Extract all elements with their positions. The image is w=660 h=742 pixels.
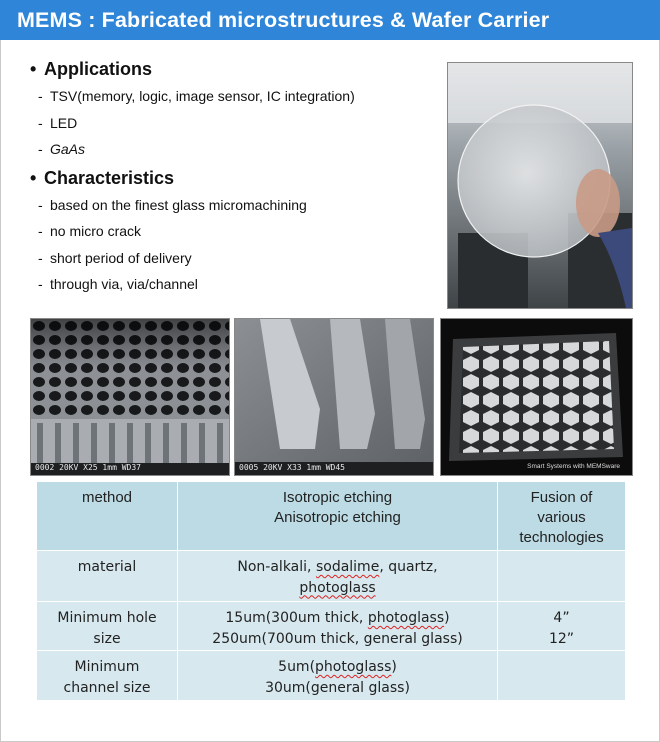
sem-channel-image [234, 318, 434, 476]
carrier-caption: Smart Systems with MEMSware [527, 463, 620, 470]
slide-title: MEMS : Fabricated microstructures & Wafer Carrier [17, 8, 550, 32]
dash-icon: - [38, 196, 43, 213]
row-label-hole-size: Minimum hole size [37, 602, 178, 651]
table-row [37, 602, 626, 651]
hole-size-value: 15um(300um thick, photoglass) 250um(700um thick, general glass) [178, 602, 498, 651]
sem-honeycomb-image [30, 318, 230, 476]
application-item: - TSV(memory, logic, image sensor, IC integration) [30, 83, 440, 110]
sem1-caption: 0002 20KV X25 1mm WD37 [35, 463, 141, 472]
characteristics-heading: • Characteristics [30, 165, 440, 192]
dash-icon: - [38, 114, 43, 131]
table-row [37, 651, 626, 701]
application-item: - GaAs [30, 136, 440, 163]
dash-icon: - [38, 223, 43, 239]
wafer-size-value: 4” 12” [498, 602, 626, 651]
spec-table [36, 481, 626, 701]
dash-icon: - [38, 276, 43, 292]
dash-icon: - [38, 249, 43, 266]
header-cell-fusion: Fusion of various technologies [498, 482, 626, 551]
bullet-icon: • [30, 59, 37, 79]
title-bar [0, 0, 660, 40]
bullet-list [30, 56, 440, 298]
sem2-caption: 0005 20KV X33 1mm WD45 [239, 463, 345, 472]
material-value: Non-alkali, sodalime, quartz, photoglass [178, 551, 498, 602]
row-label-channel-size: Minimum channel size [37, 651, 178, 701]
header-cell-etching: Isotropic etching Anisotropic etching [178, 482, 498, 551]
applications-heading: • Applications [30, 56, 440, 83]
dash-icon: - [38, 141, 43, 157]
characteristic-item: - short period of delivery [30, 245, 440, 272]
material-extra [498, 551, 626, 602]
characteristic-item: - no micro crack [30, 218, 440, 245]
glass-carrier-image [440, 318, 633, 476]
channel-size-value: 5um(photoglass) 30um(general glass) [178, 651, 498, 701]
wafer-photo-image [448, 63, 632, 308]
wafer-photo [447, 62, 633, 309]
row-label-material: material [37, 551, 178, 602]
table-header-row [37, 482, 626, 551]
dash-icon: - [38, 88, 43, 104]
header-cell-method: method [37, 482, 178, 551]
application-item: - LED [30, 110, 440, 137]
characteristic-item: - based on the finest glass micromachining [30, 192, 440, 219]
channel-extra [498, 651, 626, 701]
table-row [37, 551, 626, 602]
bullet-icon: • [30, 167, 37, 188]
characteristic-item: - through via, via/channel [30, 271, 440, 298]
